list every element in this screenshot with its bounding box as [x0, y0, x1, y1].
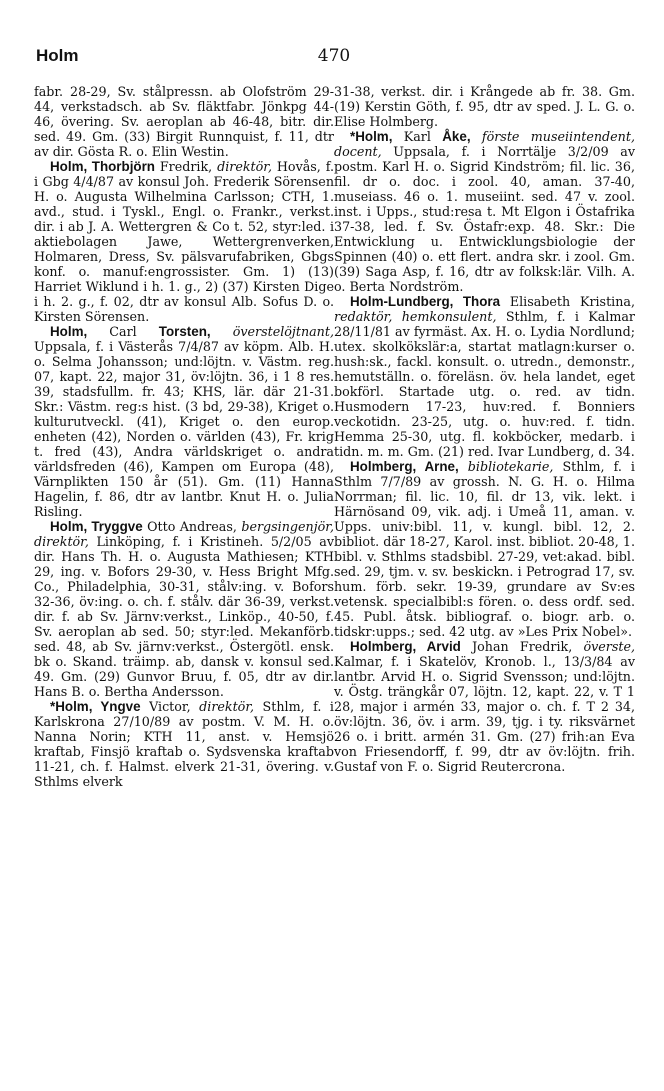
- biography-entry: [34, 519, 334, 699]
- entry-name: Holm,: [50, 324, 88, 339]
- entry-text: Linköping, f. i Kristineh. 5/2/05 av dir. Hans Th. H. o. Augusta Mathiesen; KTH 29, ing. v. Bofors 29-30, v. Hess Bright Mfg. Co., Philadelphia, 30-31, stålv:ing. v. Bofors 32-36, öv:ing. o. ch. f. stålv. där 36-39, verkst. dir. f. ab Sv. Järnv:verkst., Linköp., 40-50, f. Sv. aeroplan ab sed. 50; styr:led. Mekanförb. sed. 48, ab Sv. järnv:verkst., Östergötl. ensk. bk o. Skand. träimp. ab, dansk v. konsul sed. 49. Gm. (29) Gunvor Bruu, f. 05, dtr av dir. Hans B. o. Bertha Andersson.: [34, 534, 334, 699]
- entry-name-part: Torsten,: [158, 324, 211, 339]
- entry-text: Uppsala, f. i Västerås 7/4/87 av köpm. Alb. H. o. Selma Johansson; und:löjtn. v. Västm. reg. 07, kapt. 22, major 31, öv:löjtn. 36, i 1 8 res. 39, stadsfullm. fr. 43; KHS, lär. där 21-31. Skr.: Västm. reg:s hist. (3 bd, 29-38), Kriget o. kulturutveckl. (41), Kriget o. den europ. enheten (42), Norden o. världen (43), Fr. krig t. fred (43), Andra världskriget o. andra världsfreden (46), Kampen om Europa (48), Värnplikten 150 år (51). Gm. (11) Hanna Hagelin, f. 86, dtr av lantbr. Knut H. o. Julia Risling.: [34, 339, 334, 519]
- entry-title: redaktör, hemkonsulent,: [334, 309, 497, 324]
- entry-name: Holm, Thorbjörn: [50, 159, 155, 174]
- entry-title: direktör,: [217, 159, 272, 174]
- entry-title: överstelöjtnant,: [232, 324, 334, 339]
- entry-name: Holm, Tryggve: [50, 519, 143, 534]
- page-number: 470: [317, 46, 351, 66]
- entry-asterisk: *: [50, 699, 56, 714]
- entry-title: bibliotekarie,: [467, 459, 554, 474]
- entry-text: Kalmar, f. i Skatelöv, Kronob. l., 13/3/84 av lantbr. Arvid H. o. Sigrid Svensson; und:löjtn. v. Östg. trängkår 07, löjtn. 12, kapt. 22, v. T 1 28, major i armén 33, major o. ch. f. T 2 34, öv:löjtn. 36, öv. i arm. 39, tjg. i ty. riksvärnet 26 o. i britt. armén 31. Gm. (27) frih:an Eva von Friesendorff, f. 99, dtr av öv:löjtn. frih. Gustaf von F. o. Sigrid Reutercrona.: [334, 654, 635, 774]
- entry-text: fabr. 28-29, Sv. stålpressn. ab Olofström 29-44, verkstadsch. ab Sv. fläktfabr. Jönkpg 44-46, övering. Sv. aeroplan ab 46-48, bitr. dir. sed. 49. Gm. (33) Birgit Runnquist, f. 11, dtr av dir. Gösta R. o. Elin Westin.: [34, 84, 334, 159]
- entry-given-names: Victor,: [140, 699, 200, 714]
- page-header: [28, 46, 640, 74]
- entry-given-names: Johan Fredrik,: [460, 639, 584, 654]
- entry-title: bergsingenjör, direktör,: [34, 519, 334, 549]
- entry-given-names: Carl: [87, 324, 159, 339]
- biography-entry: [334, 129, 635, 294]
- entry-title: direktör,: [199, 699, 255, 714]
- entry-text: 31-38, verkst. dir. i Krångede ab fr. 38. Gm. (19) Kerstin Göth, f. 95, dtr av sped. J. L. G. o. Elise Holmberg.: [334, 84, 635, 129]
- entry-name: Holm,: [355, 129, 393, 144]
- biography-entry: [334, 294, 635, 459]
- left-column: [34, 84, 334, 789]
- entry-name-part: Åke,: [442, 129, 471, 144]
- right-column: [334, 84, 635, 774]
- biography-entry: [34, 324, 334, 519]
- entry-title: förste museiintendent, docent,: [334, 129, 635, 159]
- biography-entry: [334, 639, 635, 774]
- entry-name: Holm-Lundberg, Thora: [350, 294, 501, 309]
- running-head: Holm: [36, 46, 79, 65]
- entry-name: Holmberg, Arvid: [350, 639, 461, 654]
- entry-name: Holmberg, Arne,: [350, 459, 459, 474]
- entry-text: Sthlm, f. i Kalmar 28/11/81 av fyrmäst. Ax. H. o. Lydia Nordlund; utex. skolkökslär:a, startat matlagn:kurser o. hush:sk., fackl. konsult. o. utredn., demonstr., hemutställn. o. föreläsn. öv. hela landet, eget bokförl. Startade utg. o. red. av tidn. Husmodern 17-23, huv:red. f. Bonniers veckotidn. 23-25, utg. o. huv:red. f. tidn. Hemma 25-30, utg. fl. kokböcker, medarb. i tidn. m. m. Gm. (21) red. Ivar Lundberg, d. 34.: [334, 309, 635, 459]
- entry-name: Holm, Yngve: [55, 699, 141, 714]
- entry-text: Sthlm, f. i Karlskrona 27/10/89 av postm. V. M. H. o. Nanna Norin; KTH 11, anst. v. Hemsjö kraftab, Finsjö kraftab o. Sydsvenska kraftab 11-21, ch. f. Halmst. elverk 21-31, övering. v. Sthlms elverk: [34, 699, 334, 789]
- entry-text: Uppsala, f. i Norrtälje 3/2/09 av postm. Karl H. o. Sigrid Kindström; fil. lic. 36, fil. dr o. doc. i zool. 40, aman. 37-40, museiass. 46 o. 1. museiint. sed. 47 v. zool. inst. i Upps., stud:resa t. Mt Elgon i Östafrika 37-38, led. f. Sv. Östafr:exp. 48. Skr.: Die Entwicklung u. Entwicklungsbiologie der Spinnen (40) o. ett flert. andra skr. i zool. Gm. (39) Saga Asp, f. 16, dtr av folksk:lär. Vilh. A. o. Berta Nordström.: [334, 144, 635, 294]
- biography-entry: [34, 159, 334, 324]
- entry-text: Hovås, f. i Gbg 4/4/87 av konsul Joh. Frederik Sörensen H. o. Augusta Wilhelmina Carlsson; CTH, 1. avd., stud. i Tyskl., Engl. o. Frankr., verkst. dir. i ab J. A. Wettergren & Co t. 52, styr:led. i aktiebolagen Jawe, Wettergrenverken, Holmaren, Dress, Sv. pälsvarufabriken, Gbgs konf. o. manuf:engrossister. Gm. 1) (13) Harriet Wiklund i h. 1. g., 2) (37) Kirsten Dige i h. 2. g., f. 02, dtr av konsul Alb. Sofus D. o. Kirsten Sörensen.: [34, 159, 334, 324]
- entry-given-names: Elisabeth Kristina,: [500, 294, 635, 309]
- entry-text: Sthlm, f. i Sthlm 7/7/89 av grossh. N. G. H. o. Hilma Norrman; fil. lic. 10, fil. dr 13, vik. lekt. i Härnösand 09, vik. adj. i Umeå 11, aman. v. Upps. univ:bibl. 11, v. kungl. bibl. 12, 2. bibliot. där 18-27, Karol. inst. bibliot. 20-48, 1. bibl. v. Sthlms stadsbibl. 27-29, vet:akad. bibl. sed. 29, tjm. v. sv. beskickn. i Petrograd 17, sv. hum. förb. sekr. 19-39, grundare av Sv:es vetensk. specialbibl:s fören. o. dess ordf. sed. 45. Publ. åtsk. bibliograf. o. biogr. arb. o. tidskr:upps.; sed. 42 utg. av »Les Prix Nobel».: [334, 459, 635, 639]
- entry-continuation: [34, 84, 334, 159]
- entry-title: överste,: [583, 639, 636, 654]
- entry-continuation: [334, 84, 635, 129]
- entry-given-names: Karl: [392, 129, 443, 144]
- biography-entry: [34, 699, 334, 789]
- entry-asterisk: *: [350, 129, 356, 144]
- entry-given-names: Fredrik,: [154, 159, 218, 174]
- biography-entry: [334, 459, 635, 639]
- entry-given-names: Otto Andreas,: [142, 519, 242, 534]
